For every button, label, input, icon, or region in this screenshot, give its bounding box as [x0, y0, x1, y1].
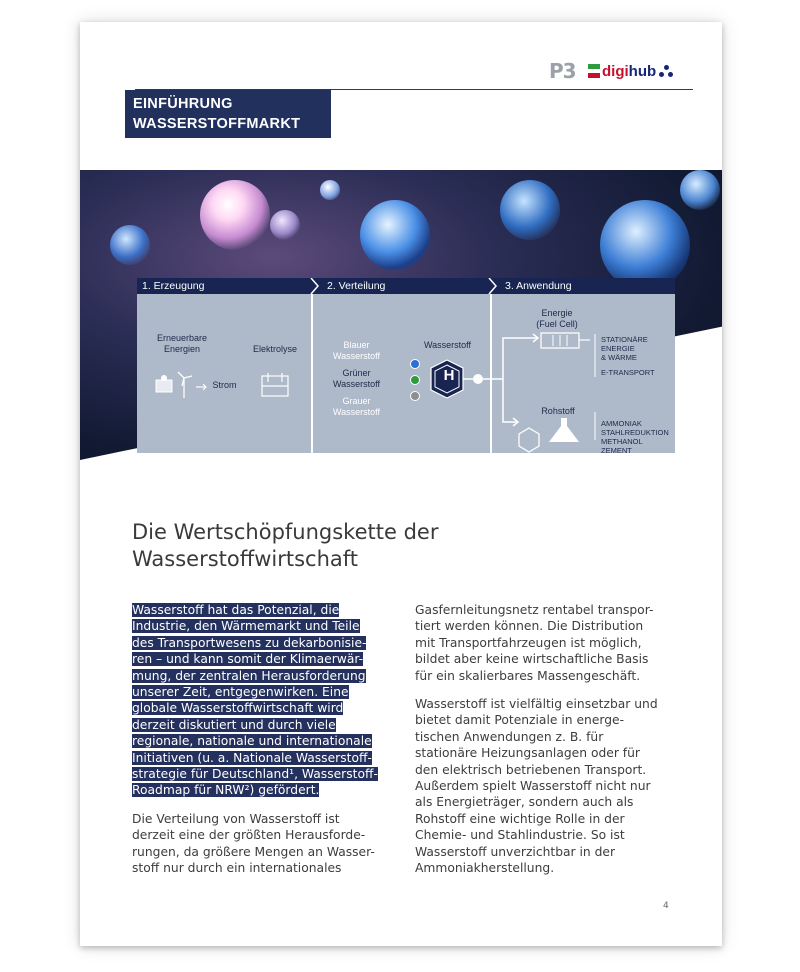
- h-symbol: H: [443, 367, 455, 384]
- text-line: Wasserstoff unverzichtbar in der: [415, 844, 616, 859]
- page-title: Die Wertschöpfungskette der Wasserstoffwirtschaft: [132, 520, 439, 571]
- section-header-line2: WASSERSTOFFMARKT: [133, 116, 301, 132]
- text-line: bildet aber keine wirtschaftliche Basis: [415, 652, 649, 667]
- digihub-logo-hub: hub: [628, 62, 657, 80]
- digihub-logo: [588, 59, 673, 83]
- text-line: den elektrisch betriebenen Transport.: [415, 762, 647, 777]
- text-line: Die Verteilung von Wasserstoff ist: [132, 811, 340, 826]
- document-page: [80, 22, 722, 946]
- section-header-line1: EINFÜHRUNG: [133, 96, 233, 112]
- rohstoff-icons: [517, 410, 587, 455]
- text-line: strategie für Deutschland¹, Wasserstoff-: [132, 767, 378, 782]
- label-elektrolyse: Elektrolyse: [252, 344, 297, 354]
- green-dot-icon: [411, 376, 420, 385]
- p3-logo: P3: [549, 59, 576, 83]
- text-line: Ammoniakherstellung.: [415, 861, 555, 876]
- text-line: globale Wasserstoffwirtschaft wird: [132, 701, 344, 716]
- text-line: Gasfernleitungsnetz rentabel transpor-: [415, 603, 654, 617]
- nrw-flag-icon: [588, 64, 600, 78]
- text-line: Chemie- und Stahlindustrie. So ist: [415, 828, 625, 843]
- label-wasserstoff: Wasserstoff: [423, 340, 471, 350]
- energie-uses: STATIONÄRE ENERGIE & WÄRME E-TRANSPORT: [601, 335, 655, 377]
- text-line: für ein skalierbares Massengeschäft.: [415, 668, 641, 683]
- fuel-cell-icon: [535, 330, 595, 352]
- text-line: mung, der zentralen Herausforderung: [132, 668, 366, 683]
- text-line: Wasserstoff ist vielfältig einsetzbar und: [415, 697, 658, 712]
- text-line: unserer Zeit, entgegenwirken. Eine: [132, 685, 349, 700]
- flask-icon: [549, 418, 579, 442]
- text-line: derzeit eine der größten Herausforde-: [132, 828, 366, 843]
- label-gruener: Grüner Wasserstoff: [332, 368, 380, 389]
- blue-dot-icon: [411, 360, 420, 369]
- bracket-lines: [591, 332, 601, 442]
- label-blauer: Blauer Wasserstoff: [332, 340, 380, 361]
- text-line: derzeit diskutiert und durch viele: [132, 717, 336, 732]
- text-line: als Energieträger, sondern auch als: [415, 795, 634, 810]
- label-rohstoff: Rohstoff: [541, 406, 575, 416]
- hydrogen-node: [399, 354, 489, 414]
- arrow-icon: [196, 384, 206, 390]
- text-line: Außerdem spielt Wasserstoff nicht nur: [415, 779, 651, 794]
- rohstoff-uses: AMMONIAK STAHLREDUKTION METHANOL ZEMENT: [601, 419, 669, 455]
- text-line: Rohstoff eine wichtige Rolle in der: [415, 811, 625, 826]
- value-chain-diagram: [137, 278, 675, 455]
- label-strom: Strom: [212, 380, 237, 390]
- label-erneuerbare: Erneuerbare Energien: [156, 333, 208, 354]
- text-line: des Transportwesens zu dekarbonisie-: [132, 635, 367, 650]
- page-number: 4: [663, 901, 669, 911]
- node-dot-icon: [473, 374, 483, 384]
- label-grauer: Grauer Wasserstoff: [332, 396, 380, 417]
- text-line: Roadmap für NRW²) gefördert.: [132, 783, 320, 798]
- left-column: [132, 602, 392, 889]
- text-line: Industrie, den Wärmemarkt und Teile: [132, 619, 360, 634]
- text-line: rungen, da größere Mengen an Wasser-: [132, 844, 375, 859]
- step-erzeugung: 1. Erzeugung: [142, 280, 205, 292]
- text-line: ren – und kann somit der Klimaerwär-: [132, 652, 364, 667]
- wind-turbine-icon: [178, 372, 192, 398]
- right-column: [415, 602, 685, 889]
- text-line: tiert werden können. Die Distribution: [415, 619, 644, 634]
- paragraph: [415, 602, 685, 684]
- label-energie: Energie (Fuel Cell): [536, 308, 578, 329]
- molecule-icon: [659, 64, 673, 78]
- text-line: Wasserstoff hat das Potenzial, die: [132, 603, 340, 617]
- text-line: mit Transportfahrzeugen ist möglich,: [415, 635, 642, 650]
- digihub-logo-digi: digi: [602, 62, 629, 80]
- text-line: regionale, nationale und internationale: [132, 734, 372, 749]
- step-verteilung: 2. Verteilung: [327, 280, 386, 292]
- paragraph-highlighted[interactable]: [132, 602, 392, 799]
- molecule-hex-icon: [519, 428, 539, 452]
- solar-panel-icon: [156, 375, 172, 392]
- text-line: stationäre Heizungsanlagen oder für: [415, 746, 640, 761]
- text-line: stoff nur durch ein internationales: [132, 861, 342, 876]
- step-anwendung: 3. Anwendung: [505, 280, 572, 292]
- paragraph: [415, 696, 685, 876]
- text-line: tischen Anwendungen z. B. für: [415, 729, 604, 744]
- section-header: [125, 90, 331, 138]
- electrolyzer-icon: [262, 373, 288, 396]
- renewables-icons: [152, 370, 312, 405]
- text-line: bietet damit Potenziale in energe-: [415, 713, 625, 728]
- grey-dot-icon: [411, 392, 420, 401]
- text-line: Initiativen (u. a. Nationale Wasserstoff-: [132, 750, 372, 765]
- paragraph: [132, 811, 392, 877]
